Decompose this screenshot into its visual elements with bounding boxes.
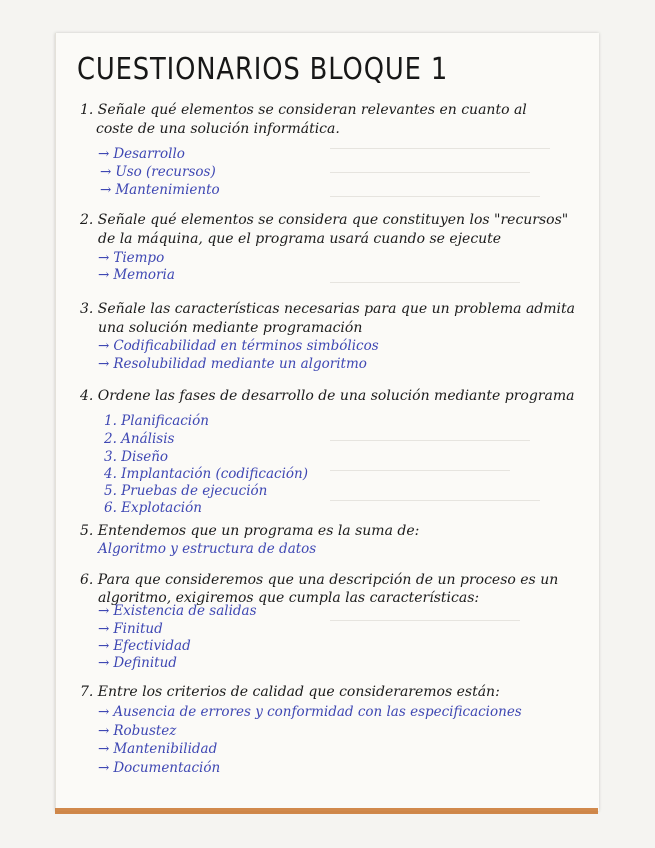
question-7-line-1: 7. Entre los criterios de calidad que consideraremos están: xyxy=(80,684,500,700)
answer-item: → Tiempo xyxy=(98,250,165,266)
answer-item: Algoritmo y estructura de datos xyxy=(98,541,317,557)
question-3-line-2: una solución mediante programación xyxy=(98,320,363,336)
bleed-through-line xyxy=(330,282,520,283)
arrow-icon: → xyxy=(98,760,110,776)
bleed-through-line xyxy=(330,470,510,471)
question-1-line-1: 1. Señale qué elementos se consideran relevantes en cuanto al xyxy=(80,102,527,118)
answer-item: → Definitud xyxy=(98,655,177,671)
answer-item: → Codificabilidad en términos simbólicos xyxy=(98,338,379,354)
answer-item: → Resolubilidad mediante un algoritmo xyxy=(98,356,367,372)
answer-item: → Ausencia de errores y conformidad con las especificaciones xyxy=(98,704,522,720)
arrow-icon: → xyxy=(98,621,110,637)
bleed-through-line xyxy=(330,172,530,173)
answer-item: → Documentación xyxy=(98,760,221,776)
answer-item: → Efectividad xyxy=(98,638,191,654)
arrow-icon: → xyxy=(98,338,110,354)
answer-item: 5. Pruebas de ejecución xyxy=(104,483,268,499)
question-3-line-1: 3. Señale las características necesarias para que un problema admita xyxy=(80,301,575,317)
answer-item: 4. Implantación (codificación) xyxy=(104,466,308,482)
arrow-icon: → xyxy=(98,704,110,720)
answer-item: → Finitud xyxy=(98,621,163,637)
answer-item: 1. Planificación xyxy=(104,413,209,429)
answer-item: 2. Análisis xyxy=(104,431,175,447)
arrow-icon: → xyxy=(98,655,110,671)
arrow-icon: → xyxy=(98,638,110,654)
bleed-through-line xyxy=(330,148,550,149)
answer-item: 3. Diseño xyxy=(104,449,169,465)
question-4-line-1: 4. Ordene las fases de desarrollo de una solución mediante programa xyxy=(80,388,575,404)
answer-item: → Memoria xyxy=(98,267,175,283)
arrow-icon: → xyxy=(98,603,110,619)
question-6-line-1: 6. Para que consideremos que una descripción de un proceso es un xyxy=(80,572,559,588)
question-6-line-2: algoritmo, exigiremos que cumpla las características: xyxy=(98,590,480,606)
answer-item: → Uso (recursos) xyxy=(100,164,216,180)
arrow-icon: → xyxy=(98,741,110,757)
arrow-icon: → xyxy=(98,267,110,283)
question-5-line-1: 5. Entendemos que un programa es la suma de: xyxy=(80,523,420,539)
bleed-through-line xyxy=(330,620,520,621)
bleed-through-line xyxy=(330,440,530,441)
answer-item: → Desarrollo xyxy=(98,146,185,162)
question-1-line-2: coste de una solución informática. xyxy=(96,121,340,137)
arrow-icon: → xyxy=(98,146,110,162)
question-2-line-2: de la máquina, que el programa usará cuando se ejecute xyxy=(98,231,502,247)
answer-item: → Mantenibilidad xyxy=(98,741,218,757)
page-bottom-edge xyxy=(55,808,598,814)
page-title: CUESTIONARIOS BLOQUE 1 xyxy=(77,52,449,87)
answer-item: 6. Explotación xyxy=(104,500,202,516)
question-2-line-1: 2. Señale qué elementos se considera que constituyen los "recursos" xyxy=(80,212,569,228)
answer-item: → Robustez xyxy=(98,723,177,739)
answer-item: → Existencia de salidas xyxy=(98,603,257,619)
arrow-icon: → xyxy=(100,164,112,180)
bleed-through-line xyxy=(330,500,540,501)
arrow-icon: → xyxy=(98,250,110,266)
arrow-icon: → xyxy=(100,182,112,198)
answer-item: → Mantenimiento xyxy=(100,182,220,198)
arrow-icon: → xyxy=(98,723,110,739)
bleed-through-line xyxy=(330,196,540,197)
arrow-icon: → xyxy=(98,356,110,372)
